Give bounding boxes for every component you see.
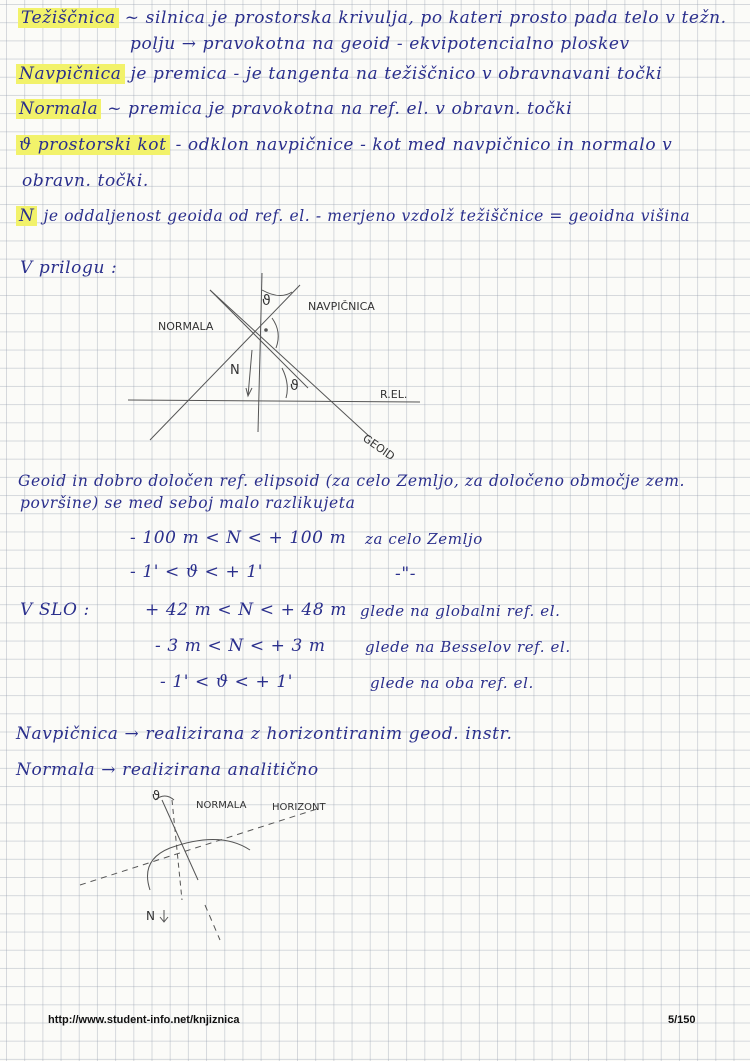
sketch2-lower-dash [205, 905, 220, 940]
slo-label: V SLO : [20, 600, 90, 620]
def-odklon-line1: - odklon navpičnice - kot med navpičnico in normalo v [175, 135, 673, 155]
slo-range3-expr: - 1' < ϑ < + 1' [160, 672, 294, 692]
world-range1-expr: - 100 m < N < + 100 m [130, 528, 347, 548]
slo-range3-note: glede na oba ref. el. [370, 674, 534, 692]
slo-range2-note: glede na Besselov ref. el. [365, 638, 571, 656]
sketch2-label-n: N [146, 909, 155, 923]
term-navpicnica: Navpičnica [16, 64, 125, 84]
sketch2-normala-line [172, 800, 182, 900]
realization-line2: Normala → realizirana analitično [16, 760, 319, 780]
geoid-line2: površine) se med seboj malo razlikujeta [20, 494, 356, 512]
label-normala: NORMALA [158, 320, 214, 333]
def-teziscnica-line2: polju → pravokotna na geoid - ekvipotencialno ploskev [130, 34, 630, 54]
sketch1-heading: V prilogu : [20, 258, 118, 278]
term-teziscnica: Težiščnica [18, 8, 119, 28]
label-ref-el: R.EL. [380, 388, 408, 401]
footer-page-number: 5/150 [668, 1014, 696, 1026]
sketch2-label-horizont: HORIZONT [272, 802, 326, 813]
term-odklon: ϑ prostorski kot [16, 135, 170, 155]
world-range1-note: za celo Zemljo [365, 530, 483, 548]
def-n-text: je oddaljenost geoida od ref. el. - merjeno vzdolž težiščnice = geoidna višina [43, 207, 691, 225]
footer-url[interactable]: http://www.student-info.net/knjiznica [48, 1014, 240, 1026]
realization-line1: Navpičnica → realizirana z horizontiranim geod. instr. [16, 724, 513, 744]
def-odklon-line2: obravn. točki. [22, 171, 149, 191]
label-geoid: GEOID [360, 431, 398, 464]
sketch2-n-arrow [160, 910, 168, 922]
slo-range1-expr: + 42 m < N < + 48 m [145, 600, 347, 620]
sketch2-label-theta: ϑ [152, 789, 161, 804]
geoid-line1: Geoid in dobro določen ref. elipsoid (za celo Zemljo, za določeno območje zem. [18, 472, 686, 490]
slo-range1-note: glede na globalni ref. el. [360, 602, 561, 620]
def-normala-text: ~ premica je pravokotna na ref. el. v obravn. točki [107, 99, 573, 119]
label-n: N [230, 363, 240, 378]
def-teziscnica-line1: ~ silnica je prostorska krivulja, po kateri prosto pada telo v težn. [124, 8, 727, 28]
label-theta-low: ϑ [290, 378, 299, 394]
term-n: N [16, 206, 37, 226]
def-navpicnica-text: je premica - je tangenta na težiščnico v obravnavani točki [130, 64, 663, 84]
sketch2-label-normala: NORMALA [196, 800, 247, 811]
term-normala: Normala [16, 99, 101, 119]
sketch2-horizont-line [80, 808, 320, 885]
world-range2-expr: - 1' < ϑ < + 1' [130, 562, 264, 582]
world-range2-note: -"- [395, 564, 417, 584]
label-navpicnica: NAVPIČNICA [308, 300, 375, 313]
slo-range2-expr: - 3 m < N < + 3 m [155, 636, 326, 656]
sketch2-vertical-line [162, 800, 198, 880]
label-theta-top: ϑ [262, 293, 271, 309]
